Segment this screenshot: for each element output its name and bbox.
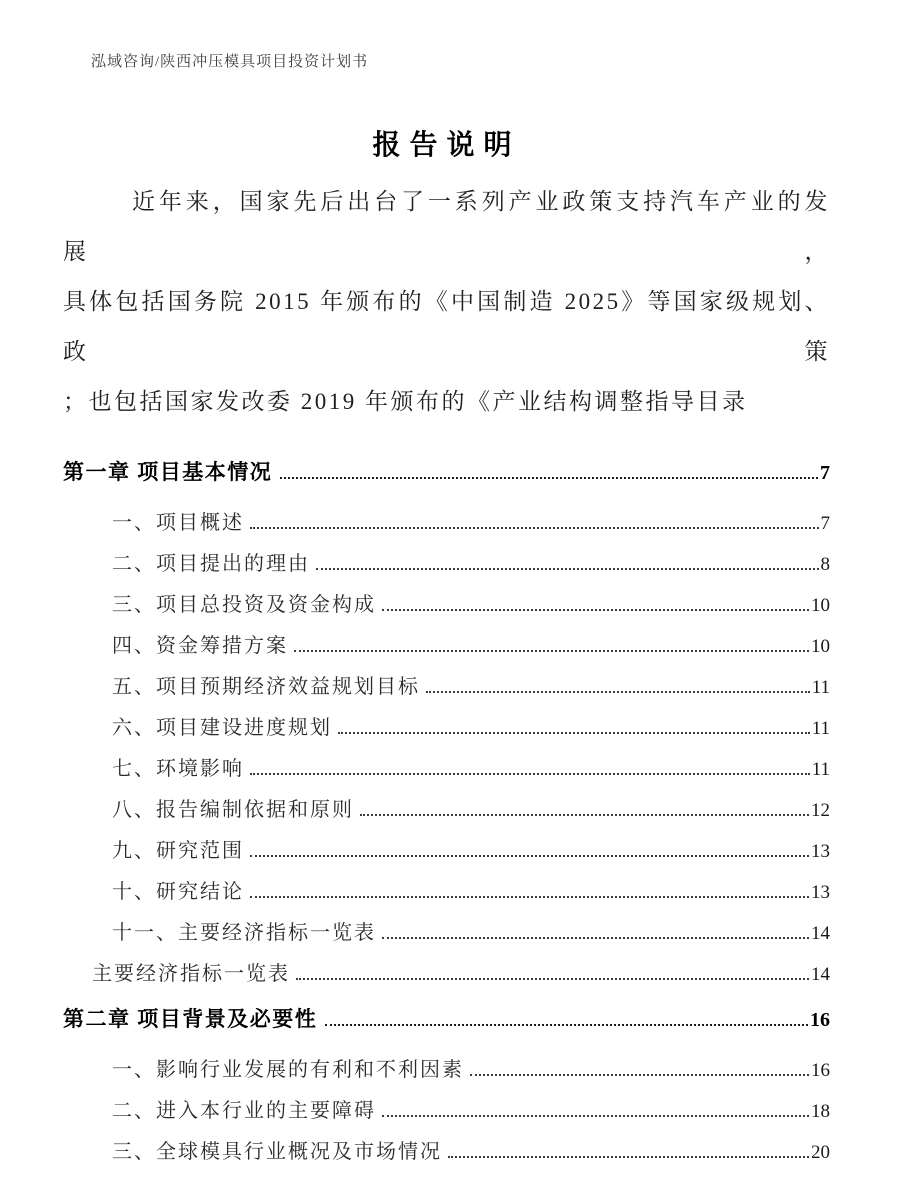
toc-leader-dots bbox=[426, 691, 810, 693]
toc-item-page: 11 bbox=[811, 759, 830, 780]
toc-item-label: 十一、主要经济指标一览表 bbox=[112, 922, 376, 944]
toc-item-page: 13 bbox=[811, 882, 830, 903]
toc-leader-dots bbox=[382, 1115, 809, 1117]
toc-leader-dots bbox=[280, 477, 818, 479]
toc-item[interactable] bbox=[63, 1132, 830, 1173]
toc-leader-dots bbox=[294, 650, 809, 652]
toc-item[interactable] bbox=[63, 913, 830, 954]
intro-line-3: ；也包括国家发改委 2019 年颁布的《产业结构调整指导目录 bbox=[63, 389, 748, 414]
toc-item-page: 7 bbox=[820, 513, 830, 534]
toc-item-page: 13 bbox=[811, 841, 830, 862]
toc-item-page: 11 bbox=[811, 718, 830, 739]
toc-item-label: 七、环境影响 bbox=[112, 758, 244, 780]
toc-item-label: 九、研究范围 bbox=[112, 840, 244, 862]
toc-item-page: 14 bbox=[811, 923, 830, 944]
toc-leader-dots bbox=[448, 1156, 809, 1158]
document-header-text: 泓域咨询/陕西冲压模具项目投资计划书 bbox=[91, 54, 369, 70]
toc-leader-dots bbox=[338, 732, 810, 734]
toc-item-page: 10 bbox=[811, 595, 830, 616]
toc-item-label: 四、资金筹措方案 bbox=[112, 635, 288, 657]
toc-item-label: 十、研究结论 bbox=[112, 881, 244, 903]
toc-item[interactable] bbox=[63, 708, 830, 749]
toc-item-page: 14 bbox=[811, 964, 830, 985]
toc-item[interactable] bbox=[63, 831, 830, 872]
toc-item-page: 16 bbox=[811, 1060, 830, 1081]
toc-item-label: 三、项目总投资及资金构成 bbox=[112, 594, 376, 616]
toc-item[interactable] bbox=[63, 544, 830, 585]
toc-item[interactable] bbox=[63, 626, 830, 667]
toc-leader-dots bbox=[250, 527, 819, 529]
toc-item[interactable] bbox=[63, 749, 830, 790]
toc-item-label: 二、进入本行业的主要障碍 bbox=[112, 1100, 376, 1122]
toc-leader-dots bbox=[250, 773, 810, 775]
intro-paragraph bbox=[63, 177, 830, 427]
toc-item-page: 12 bbox=[811, 800, 830, 821]
page-title: 报告说明 bbox=[372, 130, 521, 161]
toc-leader-dots bbox=[382, 937, 809, 939]
toc-item-page: 8 bbox=[820, 554, 830, 575]
toc-item[interactable] bbox=[63, 503, 830, 544]
toc-item-label: 八、报告编制依据和原则 bbox=[112, 799, 354, 821]
toc-leader-dots bbox=[296, 978, 809, 980]
toc-leader-dots bbox=[325, 1024, 808, 1026]
toc-leader-dots bbox=[250, 855, 809, 857]
toc-chapter-page: 7 bbox=[820, 462, 830, 484]
toc-leader-dots bbox=[382, 609, 809, 611]
toc-item-label: 二、项目提出的理由 bbox=[112, 553, 310, 575]
toc-leader-dots bbox=[316, 568, 819, 570]
toc-chapter-title: 第二章 项目背景及必要性 bbox=[63, 1007, 318, 1031]
toc-item-label: 五、项目预期经济效益规划目标 bbox=[112, 676, 420, 698]
toc-item[interactable] bbox=[63, 872, 830, 913]
toc-item[interactable] bbox=[63, 667, 830, 708]
toc-leader-dots bbox=[470, 1074, 809, 1076]
toc-chapter-2[interactable] bbox=[63, 1004, 830, 1035]
toc-item-label: 一、项目概述 bbox=[112, 512, 244, 534]
toc-item[interactable] bbox=[63, 790, 830, 831]
intro-line-2: 具体包括国务院 2015 年颁布的《中国制造 2025》等国家级规划、政策 bbox=[63, 289, 830, 364]
toc-leader-dots bbox=[360, 814, 809, 816]
intro-line-1: 近年来，国家先后出台了一系列产业政策支持汽车产业的发展， bbox=[63, 189, 830, 264]
toc-item[interactable] bbox=[63, 1050, 830, 1091]
document-header bbox=[63, 53, 830, 71]
toc-item-label: 主要经济指标一览表 bbox=[92, 963, 290, 985]
toc-item-label: 六、项目建设进度规划 bbox=[112, 717, 332, 739]
toc-item-page: 11 bbox=[811, 677, 830, 698]
toc-item[interactable] bbox=[63, 585, 830, 626]
toc-chapter-page: 16 bbox=[810, 1009, 830, 1031]
toc-item[interactable] bbox=[63, 1091, 830, 1132]
toc-chapter-title: 第一章 项目基本情况 bbox=[63, 460, 273, 484]
toc-item-page: 18 bbox=[811, 1101, 830, 1122]
toc-item-page: 10 bbox=[811, 636, 830, 657]
toc-item-page: 20 bbox=[811, 1142, 830, 1163]
toc-leader-dots bbox=[250, 896, 809, 898]
toc-item-label: 一、影响行业发展的有利和不利因素 bbox=[112, 1059, 464, 1081]
table-of-contents bbox=[63, 457, 830, 1173]
toc-chapter-1[interactable] bbox=[63, 457, 830, 488]
toc-item[interactable] bbox=[63, 954, 830, 995]
toc-item-label: 三、全球模具行业概况及市场情况 bbox=[112, 1141, 442, 1163]
